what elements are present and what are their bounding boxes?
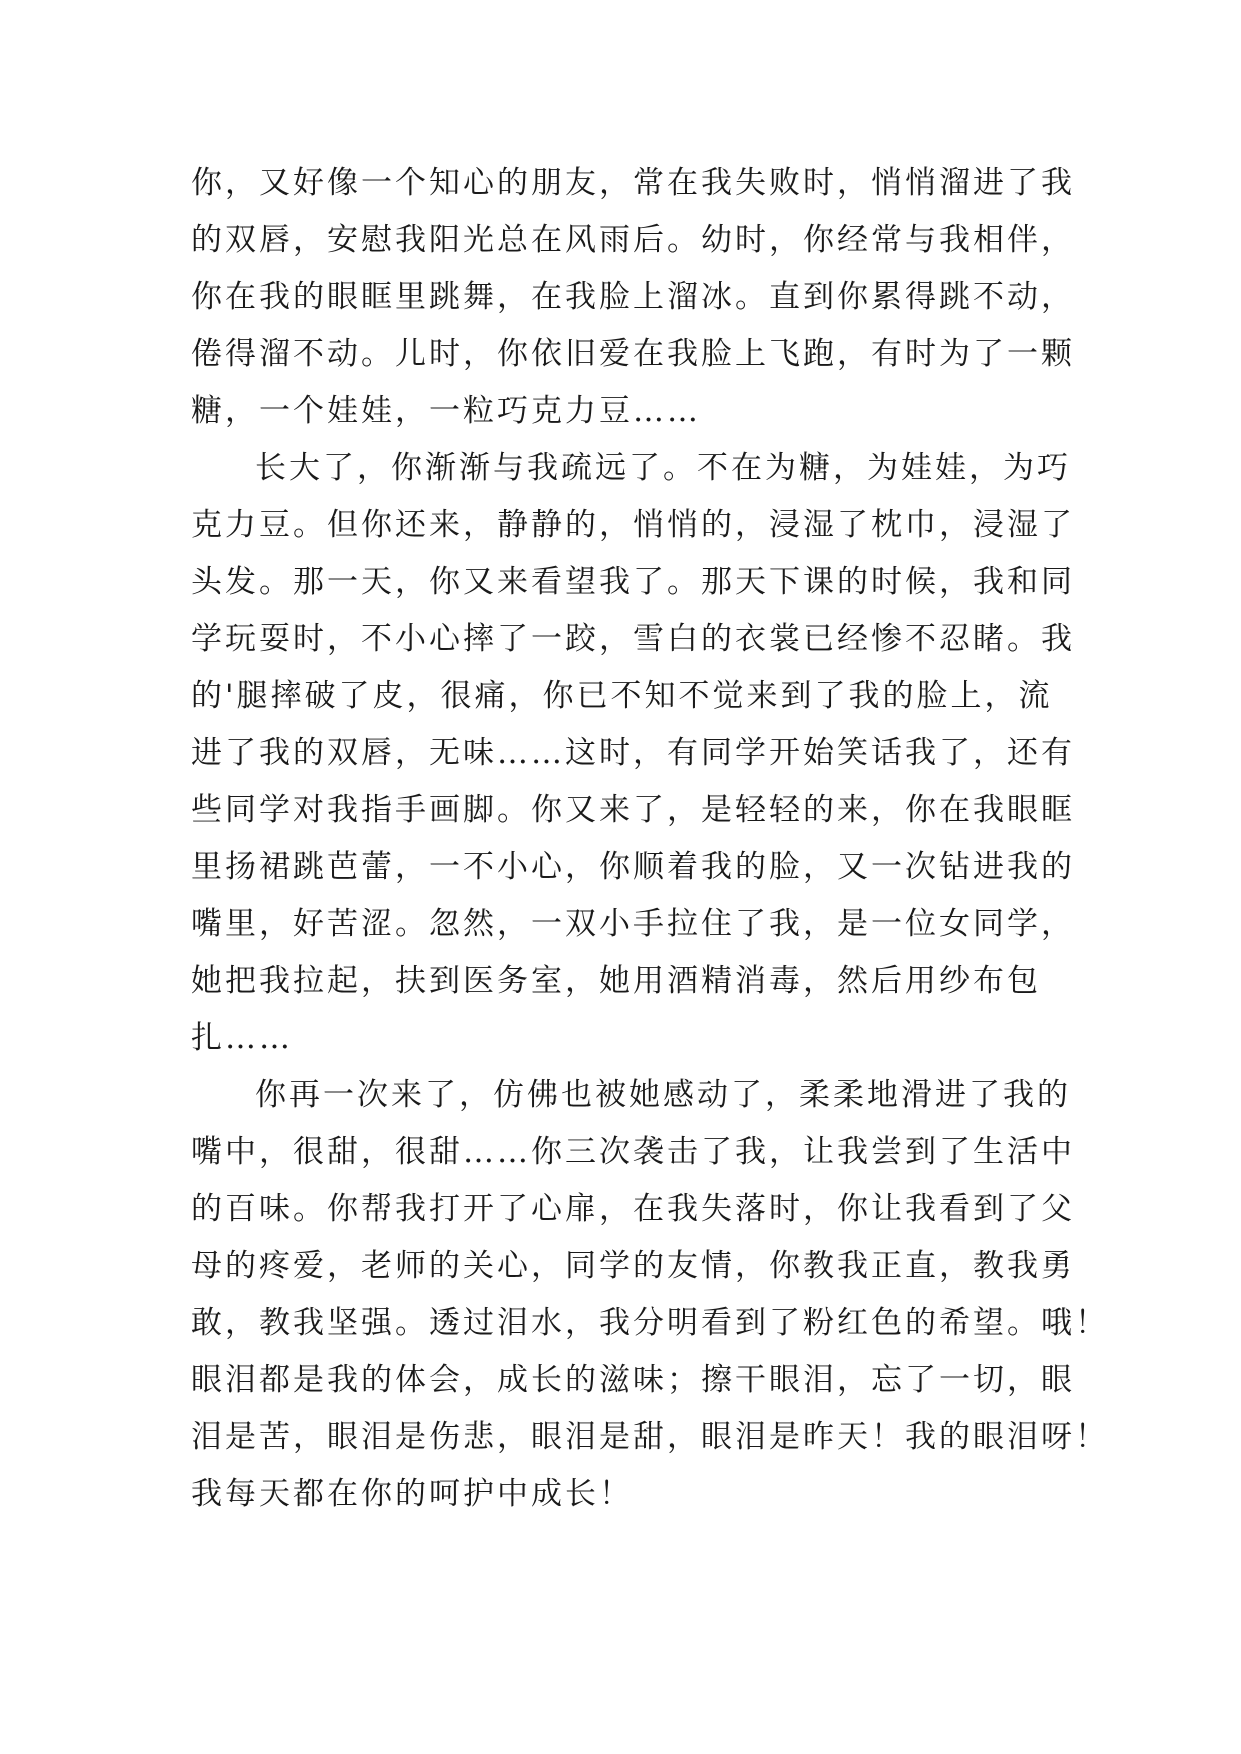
text-line: 嘴中，很甜，很甜……你三次袭击了我，让我尝到了生活中 [191,1134,1075,1170]
text-line: 敢，教我坚强。透过泪水，我分明看到了粉红色的希望。哦！ [191,1305,1109,1341]
text-line: 学玩耍时，不小心摔了一跤，雪白的衣裳已经惨不忍睹。我 [191,621,1075,657]
essay-body [191,155,1109,1523]
text-line: 泪是苦，眼泪是伤悲，眼泪是甜，眼泪是昨天！我的眼泪呀！ [191,1419,1109,1455]
text-line: 克力豆。但你还来，静静的，悄悄的，浸湿了枕巾，浸湿了 [191,507,1075,543]
paragraph-2 [191,440,1075,1067]
text-line: 你再一次来了，仿佛也被她感动了，柔柔地滑进了我的 [255,1077,1071,1113]
text-line: 你，又好像一个知心的朋友，常在我失败时，悄悄溜进了我 [191,165,1075,201]
text-line: 眼泪都是我的体会，成长的滋味；擦干眼泪，忘了一切，眼 [191,1362,1075,1398]
text-line: 糖，一个娃娃，一粒巧克力豆…… [191,393,701,429]
paragraph-1 [191,155,1075,440]
text-line: 她把我拉起，扶到医务室，她用酒精消毒，然后用纱布包 [191,963,1041,999]
text-line: 进了我的双唇，无味……这时，有同学开始笑话我了，还有 [191,735,1075,771]
text-line: 的双唇，安慰我阳光总在风雨后。幼时，你经常与我相伴， [191,222,1075,258]
text-line: 里扬裙跳芭蕾，一不小心，你顺着我的脸，又一次钻进我的 [191,849,1075,885]
text-line: 我每天都在你的呵护中成长！ [191,1476,633,1512]
text-line: 头发。那一天，你又来看望我了。那天下课的时候，我和同 [191,564,1075,600]
text-line: 的'腿摔破了皮，很痛，你已不知不觉来到了我的脸上，流 [191,678,1053,714]
text-line: 些同学对我指手画脚。你又来了，是轻轻的来，你在我眼眶 [191,792,1075,828]
text-line: 母的疼爱，老师的关心，同学的友情，你教我正直，教我勇 [191,1248,1075,1284]
text-line: 长大了，你渐渐与我疏远了。不在为糖，为娃娃，为巧 [255,450,1071,486]
text-line: 嘴里，好苦涩。忽然，一双小手拉住了我，是一位女同学， [191,906,1075,942]
text-line: 的百味。你帮我打开了心扉，在我失落时，你让我看到了父 [191,1191,1075,1227]
text-line: 倦得溜不动。儿时，你依旧爱在我脸上飞跑，有时为了一颗 [191,336,1075,372]
paragraph-3 [191,1067,1109,1523]
text-line: 扎…… [191,1020,293,1056]
text-line: 你在我的眼眶里跳舞，在我脸上溜冰。直到你累得跳不动， [191,279,1075,315]
